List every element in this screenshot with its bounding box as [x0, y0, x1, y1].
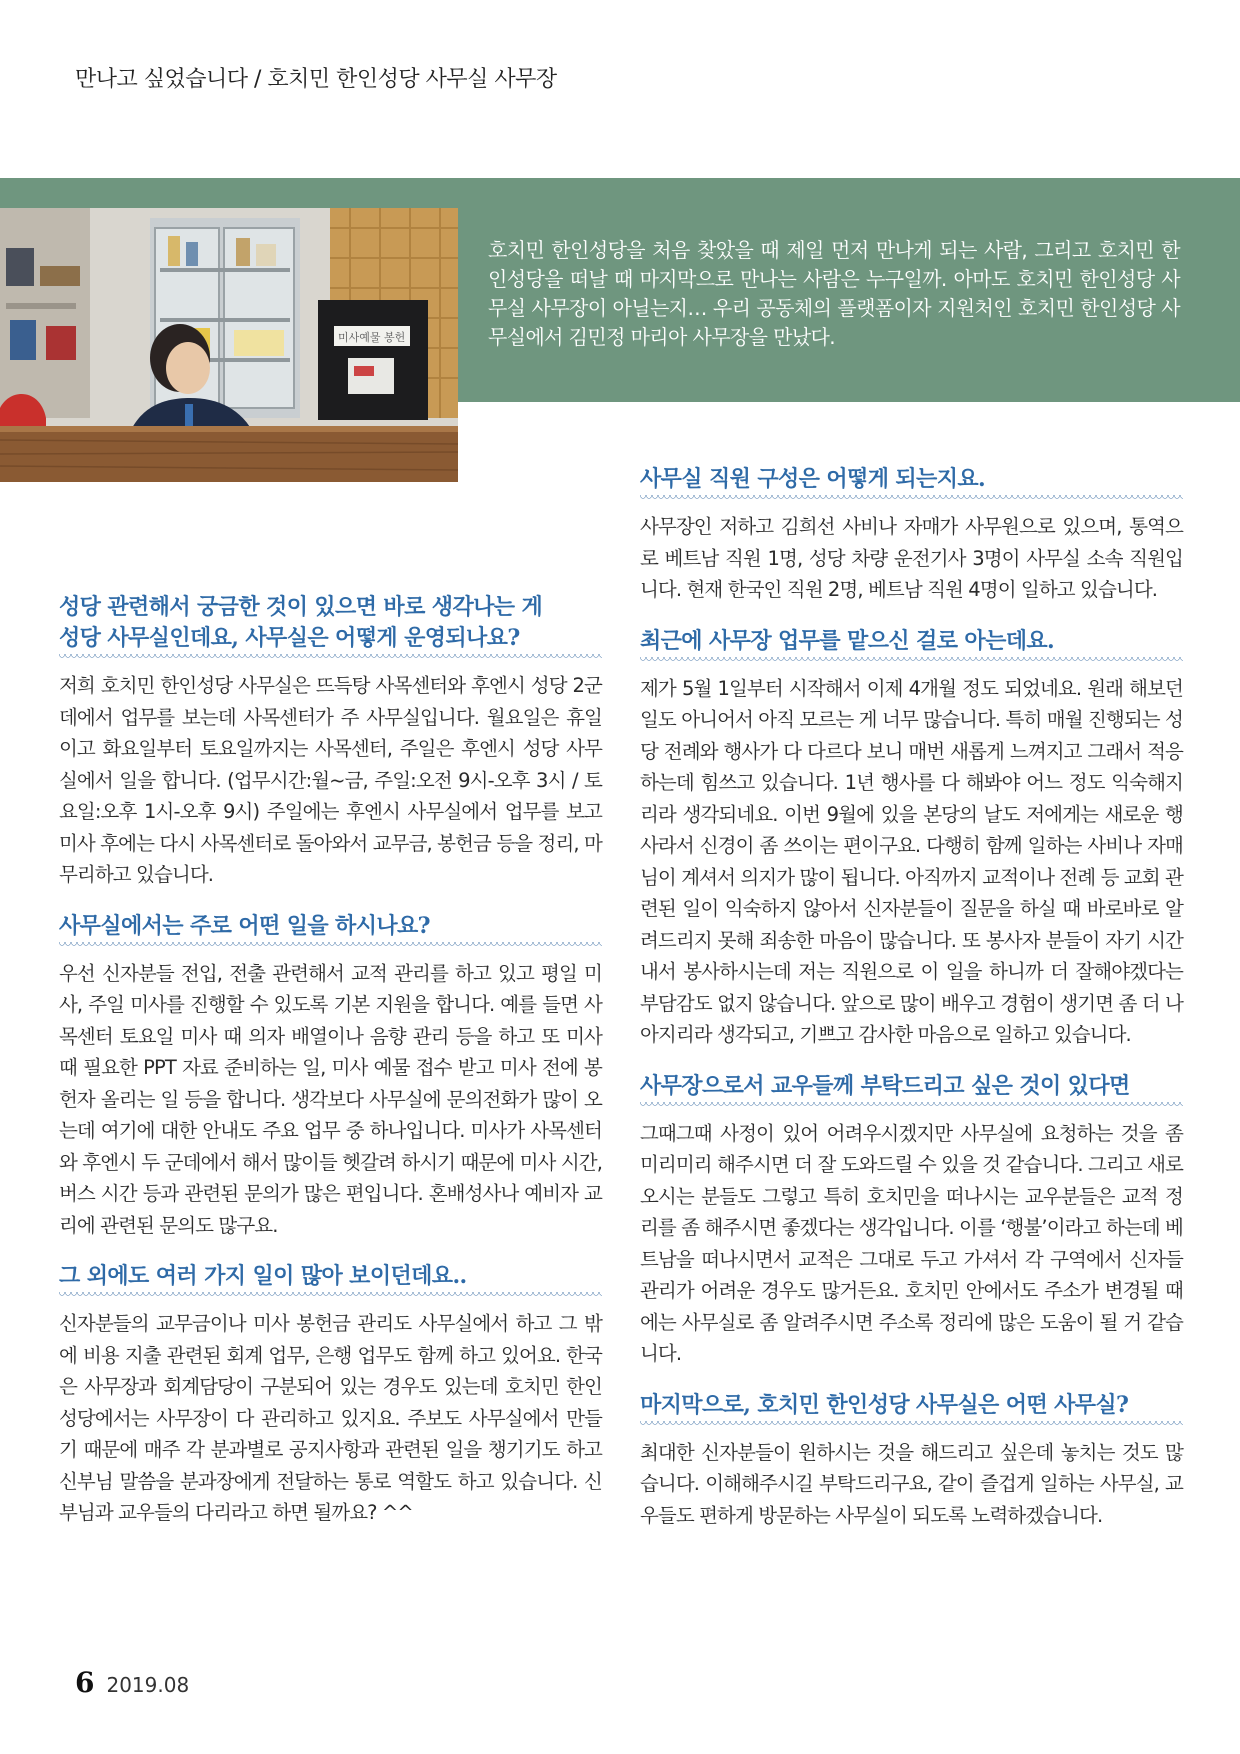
intro-text: 호치민 한인성당을 처음 찾았을 때 제일 먼저 만나게 되는 사람, 그리고 호치민 한인성당을 떠날 때 마지막으로 만나는 사람은 누구일까. 아마도 호치민 한인성당 사무실 사무장이 아닐는지… 우리 공동체의 플랫폼이자 지원처인 호치민 한인성당 사무실에서 김민정 마리아 사무장을 만났다. — [488, 238, 1180, 349]
page-footer — [75, 1666, 189, 1699]
question-operation — [59, 592, 602, 658]
question-line: 성당 사무실인데요, 사무실은 어떻게 운영되나요? — [59, 625, 520, 651]
left-column — [59, 592, 602, 1549]
question-staff — [640, 464, 1183, 499]
question-line: 마지막으로, 호치민 한인성당 사무실은 어떤 사무실? — [640, 1391, 1129, 1418]
issue-date: 2019.08 — [106, 1673, 190, 1697]
question-line: 그 외에도 여러 가지 일이 많아 보이던데요.. — [59, 1263, 467, 1289]
answer-closing: 최대한 신자분들이 원하시는 것을 해드리고 싶은데 놓치는 것도 많습니다. 이해해주시길 부탁드리구요, 같이 즐겁게 일하는 사무실, 교우들도 편하게 방문하는 사무실이 되도록 노력하겠습니다. — [640, 1440, 1183, 1527]
question-recent-role — [640, 626, 1183, 661]
answer-requests: 그때그때 사정이 있어 어려우시겠지만 사무실에 요청하는 것을 좀 미리미리 해주시면 더 잘 도와드릴 수 있을 것 같습니다. 그리고 새로 오시는 분들도 그렇고 특히 호치민을 떠나시는 교우분들은 교적 정리를 좀 해주시면 좋겠다는 생각입니다. 이를 ‘행불’이라고 하는데 베트남을 떠나시면서 교적은 그대로 두고 가셔서 각 구역에서 신자들 관리가 어려운 경우도 많거든요. 호치민 안에서도 주소가 변경될 때에는 사무실로 좀 알려주시면 주소록 정리에 많은 도움이 될 거 같습니다. — [640, 1121, 1183, 1365]
question-line: 사무실 직원 구성은 어떻게 되는지요. — [640, 466, 986, 492]
office-photo — [0, 208, 458, 482]
page-number: 6 — [75, 1666, 95, 1699]
photo-sign-text: 미사예물 봉헌 — [338, 331, 406, 344]
question-closing — [640, 1390, 1183, 1425]
question-line: 사무장으로서 교우들께 부탁드리고 싶은 것이 있다면 — [640, 1072, 1130, 1099]
question-line: 성당 관련해서 궁금한 것이 있으면 바로 생각나는 게 — [59, 594, 543, 620]
answer-staff: 사무장인 저하고 김희선 사비나 자매가 사무원으로 있으며, 통역으로 베트남 직원 1명, 성당 차량 운전기사 3명이 사무실 소속 직원입니다. 현재 한국인 직원 2명, 베트남 직원 4명이 일하고 있습니다. — [640, 515, 1183, 601]
question-line: 최근에 사무장 업무를 맡으신 걸로 아는데요. — [640, 627, 1055, 654]
answer-recent-role: 제가 5월 1일부터 시작해서 이제 4개월 정도 되었네요. 원래 해보던 일도 아니어서 아직 모르는 게 너무 많습니다. 특히 매월 진행되는 성당 전례와 행사가 다 다르다 보니 매번 새롭게 느껴지고 그래서 적응하는데 힘쓰고 있습니다. 1년 행사를 다 해봐야 어느 정도 익숙해지리라 생각되네요. 이번 9월에 있을 본당의 날도 저에게는 새로운 행사라서 신경이 좀 쓰이는 편이구요. 다행히 함께 일하는 사비나 자매님이 계셔서 의지가 많이 됩니다. 아직까지 교적이나 전례 등 교회 관련된 일이 익숙하지 않아서 신자분들이 질문을 하실 때 바로바로 알려드리지 못해 죄송한 마음이 많습니다. 또 봉사자 분들이 자기 시간 내서 봉사하시는데 저는 직원으로 이 일을 하니까 더 잘해야겠다는 부담감도 없지 않습니다. 앞으로 많이 배우고 경험이 생기면 좀 더 나아지리라 생각되고, 기쁘고 감사한 마음으로 일하고 있습니다. — [640, 676, 1183, 1046]
answer-other-tasks: 신자분들의 교무금이나 미사 봉헌금 관리도 사무실에서 하고 그 밖에 비용 지출 관련된 회계 업무, 은행 업무도 함께 하고 있어요. 한국은 사무장과 회계담당이 구분되어 있는 경우도 있는데 호치민 한인성당에서는 사무장이 다 관리하고 있지요. 주보도 사무실에서 만들기 때문에 매주 각 분과별로 공지사항과 관련된 일을 챙기기도 하고 신부님 말씀을 분과장에게 전달하는 통로 역할도 하고 있습니다. 신부님과 교우들의 다리라고 하면 될까요? ^^ — [59, 1312, 602, 1524]
question-requests — [640, 1071, 1183, 1106]
right-column — [640, 464, 1183, 1551]
question-main-tasks — [59, 911, 602, 946]
question-line: 사무실에서는 주로 어떤 일을 하시나요? — [59, 912, 430, 939]
question-other-tasks — [59, 1261, 602, 1296]
answer-main-tasks: 우선 신자분들 전입, 전출 관련해서 교적 관리를 하고 있고 평일 미사, 주일 미사를 진행할 수 있도록 기본 지원을 합니다. 예를 들면 사목센터 토요일 미사 때 의자 배열이나 음향 관리 등을 하고 또 미사 때 필요한 PPT 자료 준비하는 일, 미사 예물 접수 받고 미사 전에 봉헌자 올리는 일 등을 합니다. 생각보다 사무실에 문의전화가 많이 오는데 여기에 대한 안내도 주요 업무 중 하나입니다. 미사가 사목센터와 후엔시 두 군데에서 해서 많이들 헷갈려 하시기 때문에 미사 시간, 버스 시간 등과 관련된 문의가 많은 편입니다. 혼배성사나 예비자 교리에 관련된 문의도 많구요. — [59, 961, 602, 1237]
answer-operation: 저희 호치민 한인성당 사무실은 뜨득탕 사목센터와 후엔시 성당 2군데에서 업무를 보는데 사목센터가 주 사무실입니다. 월요일은 휴일이고 화요일부터 토요일까지는 사목센터, 주일은 후엔시 성당 사무실에서 일을 합니다. (업무시간:월~금, 주일:오전 9시-오후 3시 / 토요일:오후 1시-오후 9시) 주일에는 후엔시 사무실에서 업무를 보고 미사 후에는 다시 사목센터로 돌아와서 교무금, 봉헌금 등을 정리, 마무리하고 있습니다. — [59, 674, 602, 886]
running-header: 만나고 싶었습니다 / 호치민 한인성당 사무실 사무장 — [75, 67, 557, 92]
